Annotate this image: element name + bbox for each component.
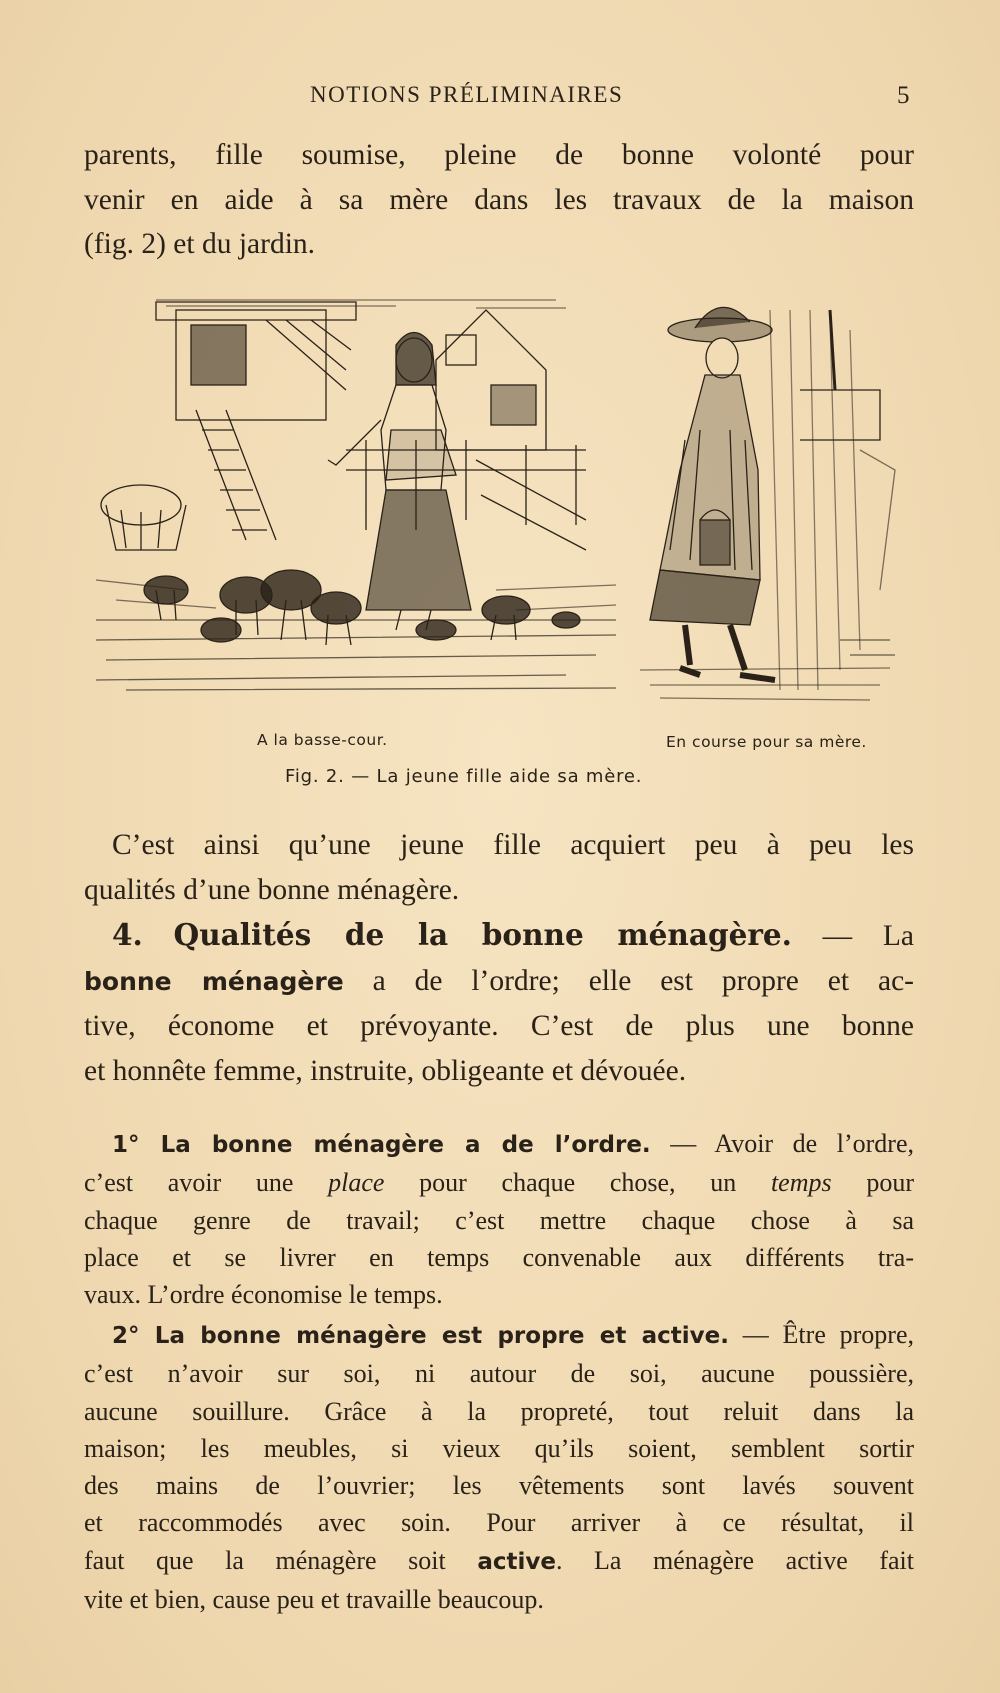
- text-fragment: — La: [791, 920, 914, 952]
- text-line: vite et bien, cause peu et travaille beaucoup.: [84, 1585, 544, 1615]
- figure-2: [0, 290, 1000, 790]
- text-line: maison; les meubles, si vieux qu’ils soient, semblent sortir: [84, 1433, 914, 1463]
- text-line: [84, 1542, 914, 1581]
- italic-term: temps: [770, 1168, 832, 1198]
- text-line: C’est ainsi qu’une jeune fille acquiert peu à peu les: [112, 829, 914, 861]
- text-line: [84, 959, 914, 1005]
- text-fragment: — Être propre,: [729, 1320, 914, 1349]
- text-fragment: — Avoir de l’ordre,: [650, 1129, 914, 1158]
- errand-engraving: [640, 290, 900, 710]
- text-line: venir en aide à sa mère dans les travaux de la maison: [84, 183, 914, 216]
- farmyard-engraving: [96, 290, 616, 700]
- text-line: place et se livrer en temps convenable aux différents tra-: [84, 1242, 914, 1272]
- left-illustration-caption: A la basse-cour.: [257, 731, 388, 749]
- bold-term: bonne ménagère: [84, 966, 344, 996]
- text-line: [84, 913, 914, 959]
- text-fragment: . La ménagère active fait: [555, 1545, 914, 1575]
- section-4-paragraph: [84, 913, 914, 1093]
- text-fragment: a de l’ordre; elle est propre et ac-: [343, 964, 914, 997]
- bold-term: active: [477, 1548, 556, 1575]
- text-line: et honnête femme, instruite, obligeante et dévouée.: [84, 1054, 687, 1087]
- subsection-order: [84, 1125, 914, 1313]
- paragraph-qualities-intro: [84, 823, 914, 912]
- running-title: NOTIONS PRÉLIMINAIRES: [310, 82, 624, 107]
- subsection-cleanliness: [84, 1316, 914, 1618]
- figure-caption: Fig. 2. — La jeune fille aide sa mère.: [285, 766, 643, 787]
- text-line: (fig. 2) et du jardin.: [84, 228, 316, 260]
- text-line: des mains de l’ouvrier; les vêtements sont lavés souvent: [84, 1471, 914, 1501]
- text-fragment: faut que la ménagère soit: [84, 1545, 478, 1575]
- italic-term: place: [328, 1168, 385, 1198]
- text-line: qualités d’une bonne ménagère.: [84, 873, 460, 906]
- text-fragment: c’est avoir une: [84, 1168, 329, 1198]
- text-line: chaque genre de travail; c’est mettre chaque chose à sa: [84, 1205, 914, 1235]
- text-fragment: pour: [831, 1168, 914, 1198]
- text-line: [84, 1164, 914, 1201]
- paragraph-intro: [84, 133, 914, 267]
- subsection-heading: 2° La bonne ménagère est propre et active.: [112, 1323, 729, 1349]
- text-fragment: pour chaque chose, un: [384, 1168, 771, 1198]
- text-line: [84, 1316, 914, 1355]
- subsection-heading: 1° La bonne ménagère a de l’ordre.: [112, 1132, 651, 1158]
- text-line: et raccommodés avec soin. Pour arriver à ce résultat, il: [84, 1508, 914, 1538]
- text-line: [84, 1125, 914, 1164]
- text-line: parents, fille soumise, pleine de bonne volonté pour: [84, 139, 914, 171]
- right-illustration-caption: En course pour sa mère.: [666, 733, 867, 751]
- running-head: [0, 82, 1000, 112]
- text-line: aucune souillure. Grâce à la propreté, tout reluit dans la: [84, 1396, 914, 1426]
- section-number: 4.: [112, 917, 143, 952]
- text-line: vaux. L’ordre économise le temps.: [84, 1280, 443, 1310]
- page-number: 5: [897, 82, 911, 109]
- text-line: tive, économe et prévoyante. C’est de plus une bonne: [84, 1010, 914, 1042]
- text-line: c’est n’avoir sur soi, ni autour de soi, aucune poussière,: [84, 1359, 914, 1389]
- section-heading: Qualités de la bonne ménagère.: [173, 917, 792, 952]
